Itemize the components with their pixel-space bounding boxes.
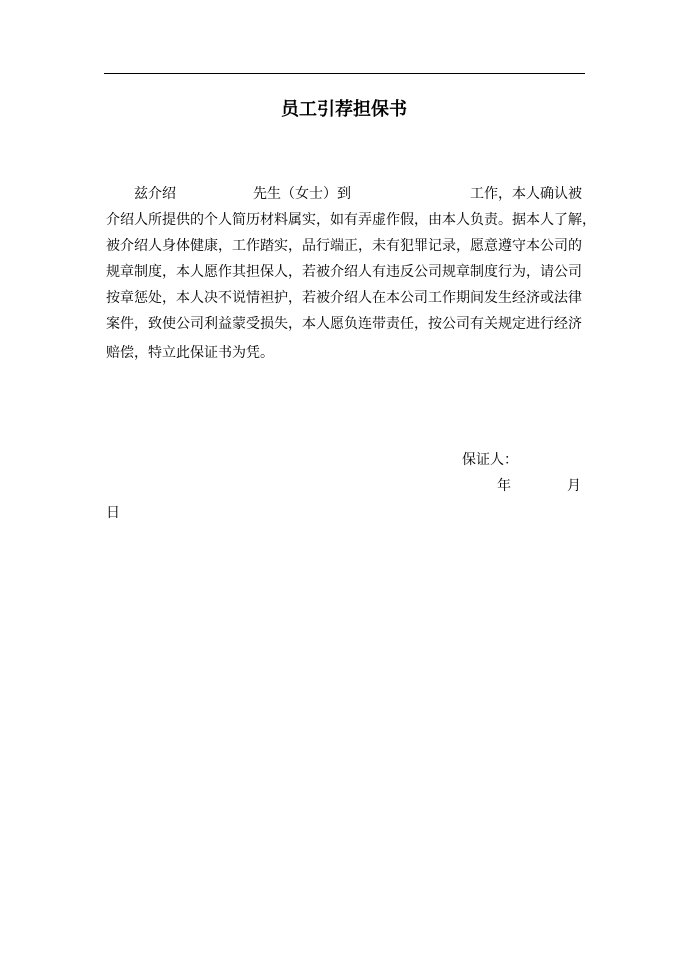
intro-part-2: 先生（女士）到	[253, 186, 351, 202]
month-label: 月	[567, 478, 581, 494]
header-rule	[104, 73, 585, 74]
intro-part-1: 兹介绍	[134, 186, 176, 202]
body-line: 按章惩处，本人决不说情袒护，若被介绍人在本公司工作期间发生经济或法律	[106, 290, 582, 306]
body-last-line: 赔偿，特立此保证书为凭。	[106, 345, 274, 361]
body-line: 被介绍人身体健康，工作踏实，品行端正，未有犯罪记录，愿意遵守本公司的	[106, 238, 582, 254]
year-label: 年	[497, 478, 511, 494]
body-line: 规章制度，本人愿作其担保人，若被介绍人有违反公司规章制度行为，请公司	[106, 264, 582, 280]
day-label: 日	[106, 505, 120, 521]
guarantor-label: 保证人：	[462, 452, 518, 468]
body-line: 案件，致使公司利益蒙受损失，本人愿负连带责任，按公司有关规定进行经济	[106, 316, 582, 332]
document-title: 员工引荐担保书	[281, 99, 407, 120]
intro-part-3: 工作，本人确认被	[470, 186, 582, 202]
body-line: 介绍人所提供的个人简历材料属实，如有弄虚作假，由本人负责。据本人了解，	[106, 212, 596, 228]
